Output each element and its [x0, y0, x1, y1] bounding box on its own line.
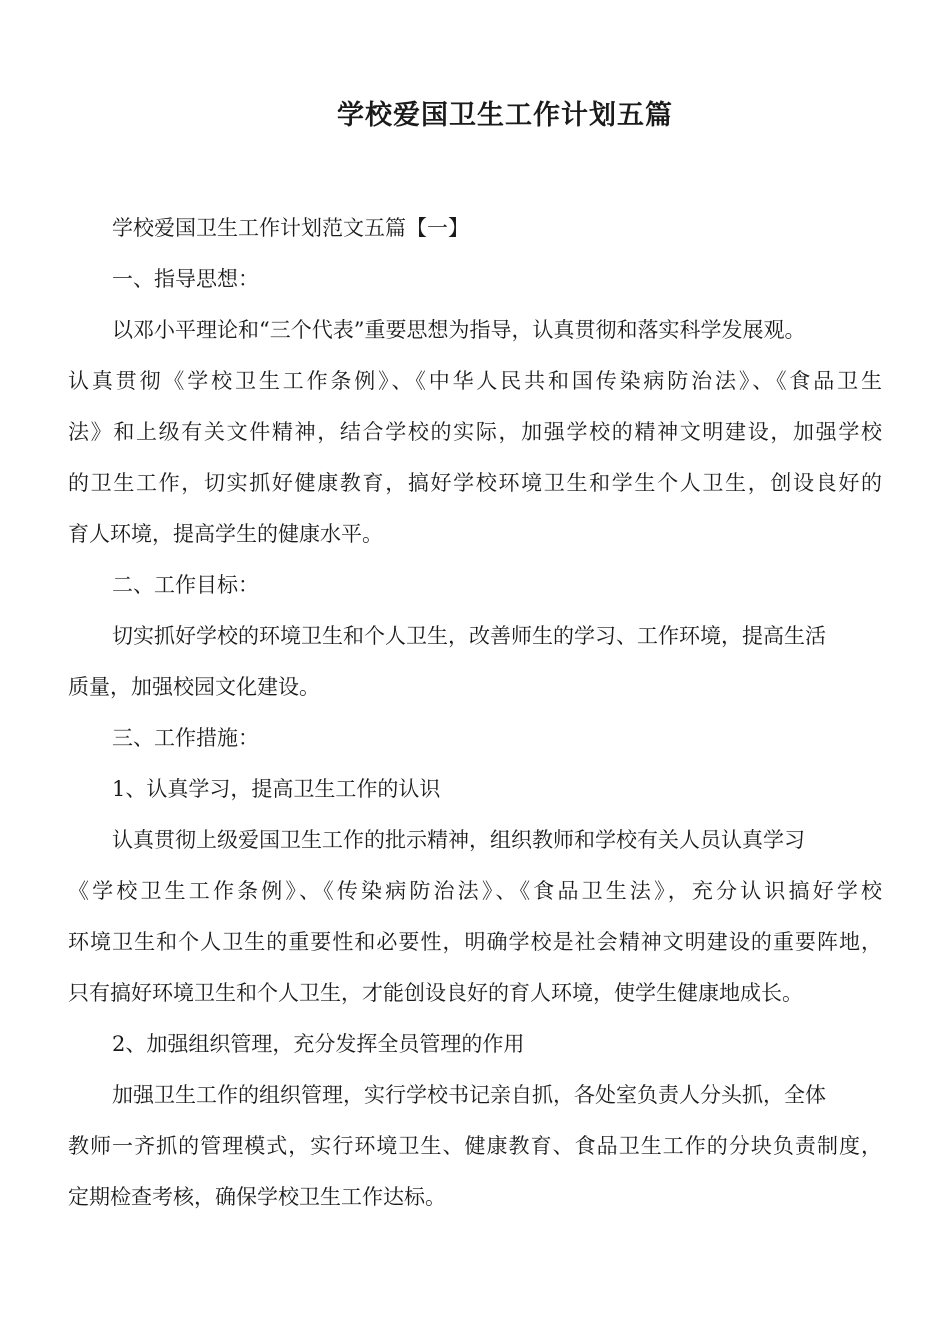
- paragraph-line: 的卫生工作，切实抓好健康教育，搞好学校环境卫生和学生个人卫生，创设良好的: [68, 471, 882, 495]
- paragraph-line: 定期检查考核，确保学校卫生工作达标。: [68, 1185, 446, 1209]
- paragraph-line: 环境卫生和个人卫生的重要性和必要性，明确学校是社会精神文明建设的重要阵地，: [68, 930, 882, 954]
- paragraph-line: 认真贯彻上级爱国卫生工作的批示精神，组织教师和学校有关人员认真学习: [112, 828, 805, 852]
- paragraph-line: 育人环境，提高学生的健康水平。: [68, 522, 383, 546]
- paragraph-line: 认真贯彻《学校卫生工作条例》、《中华人民共和国传染病防治法》、《食品卫生: [68, 369, 882, 393]
- subheading: 一、指导思想：: [112, 267, 259, 291]
- paragraph-line: 法》和上级有关文件精神，结合学校的实际，加强学校的精神文明建设，加强学校: [68, 420, 882, 444]
- document-title: 学校爱国卫生工作计划五篇: [337, 100, 673, 131]
- section-heading: 学校爱国卫生工作计划范文五篇【一】: [112, 216, 469, 240]
- paragraph-line: 切实抓好学校的环境卫生和个人卫生，改善师生的学习、工作环境，提高生活: [112, 624, 826, 648]
- paragraph-line: 只有搞好环境卫生和个人卫生，才能创设良好的育人环境，使学生健康地成长。: [68, 981, 803, 1005]
- paragraph-line: 以邓小平理论和“三个代表”重要思想为指导，认真贯彻和落实科学发展观。: [112, 318, 806, 342]
- paragraph-line: 《学校卫生工作条例》、《传染病防治法》、《食品卫生法》，充分认识搞好学校: [68, 879, 882, 903]
- subheading: 2、加强组织管理，充分发挥全员管理的作用: [112, 1032, 525, 1056]
- paragraph-line: 加强卫生工作的组织管理，实行学校书记亲自抓，各处室负责人分头抓，全体: [112, 1083, 826, 1107]
- paragraph-line: 教师一齐抓的管理模式，实行环境卫生、健康教育、食品卫生工作的分块负责制度，: [68, 1134, 882, 1158]
- subheading: 三、工作措施：: [112, 726, 259, 750]
- subheading: 1、认真学习，提高卫生工作的认识: [112, 777, 441, 801]
- paragraph-line: 质量，加强校园文化建设。: [68, 675, 320, 699]
- subheading: 二、工作目标：: [112, 573, 259, 597]
